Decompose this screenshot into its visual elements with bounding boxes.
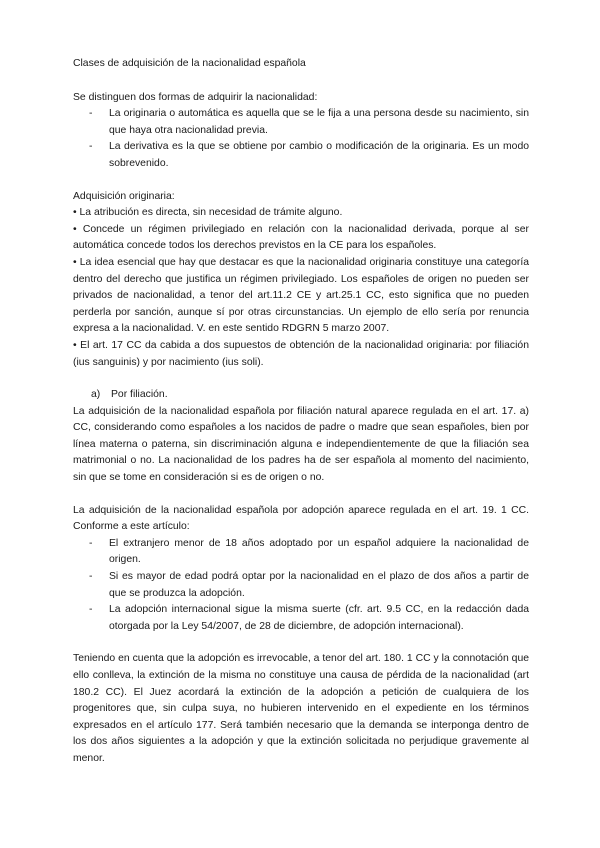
bullet-paragraph: • La atribución es directa, sin necesidad de trámite alguno. <box>73 207 343 219</box>
document-page <box>73 56 529 768</box>
document-title: Clases de adquisición de la nacionalidad española <box>73 58 306 69</box>
list-item: - La derivativa es la que se obtiene por cambio o modificación de la originaria. Es un modo sobrevenido. <box>89 141 529 169</box>
list-item: - La adopción internacional sigue la misma suerte (cfr. art. 9.5 CC, en la redacción dada otorgada por la Ley 54/2007, de 28 de diciembre, de adopción internacional). <box>89 604 529 632</box>
intro-list <box>73 106 529 172</box>
list-item: - Si es mayor de edad podrá optar por la nacionalidad en el plazo de dos años a partir de que se produzca la adopción. <box>89 571 529 599</box>
adopcion-list <box>73 536 529 636</box>
closing-paragraph: Teniendo en cuenta que la adopción es irrevocable, a tenor del art. 180. 1 CC y la connotación que ello conlleva, la extinción de la misma no constituye una causa de pérdida de la nacionalidad (art 180.2 CC). El Juez acordará la extinción de la adopción a petición de cualquiera de los progenitores que, sin culpa suya, no hubieren intervenido en el expediente en los términos expresados en el artículo 177. Será también necesario que la demanda se interponga dentro de los dos años siguientes a la adopción y que la extinción solicitada no perjudique gravemente al menor. <box>73 653 529 764</box>
intro-lead: Se distinguen dos formas de adquirir la nacionalidad: <box>73 91 318 103</box>
adopcion-lead: La adquisición de la nacionalidad española por adopción aparece regulada en el art. 19. 1 CC. Conforme a este artículo: <box>73 504 529 533</box>
list-item: - El extranjero menor de 18 años adoptado por un español adquiere la nacionalidad de origen. <box>89 537 529 566</box>
filiacion-paragraph: La adquisición de la nacionalidad española por filiación natural aparece regulada en el art. 17. a) CC, considerando como españoles a los nacidos de padre o madre que sean españoles, bien por línea materna o paterna, sin discriminación alguna e independientemente de que la filiación sea matrimonial o no. La nacionalidad de los padres ha de ser española al momento del nacimiento, sin que se tome en consideración si es de origen o no. <box>73 405 529 484</box>
bullet-paragraph: • La idea esencial que hay que destacar es que la nacionalidad originaria constituye una categoría dentro del derecho que justifica un régimen privilegiado. Los españoles de origen no pueden ser privados de nacionalidad, a tenor del art.11.2 CE y art.25.1 CC, esto significa que no pueden perderla por sanción, aunque sí por otras circunstancias. Un ejemplo de ello sería por renuncia expresa a la nacionalidad. V. en este sentido RDGRN 5 marzo 2007. <box>73 256 529 335</box>
filiacion-heading: a) Por filiación. <box>91 389 168 401</box>
bullet-paragraph: • El art. 17 CC da cabida a dos supuestos de obtención de la nacionalidad originaria: por filiación (ius sanguinis) y por nacimiento (ius soli). <box>73 339 529 368</box>
originaria-heading: Adquisición originaria: <box>73 190 175 202</box>
list-item: - La originaria o automática es aquella que se le fija a una persona desde su nacimiento, sin que haya otra nacionalidad previa. <box>89 108 529 136</box>
bullet-paragraph: • Concede un régimen privilegiado en relación con la nacionalidad derivada, porque al ser automática concede todos los derechos previstos en la CE para los españoles. <box>73 223 529 252</box>
